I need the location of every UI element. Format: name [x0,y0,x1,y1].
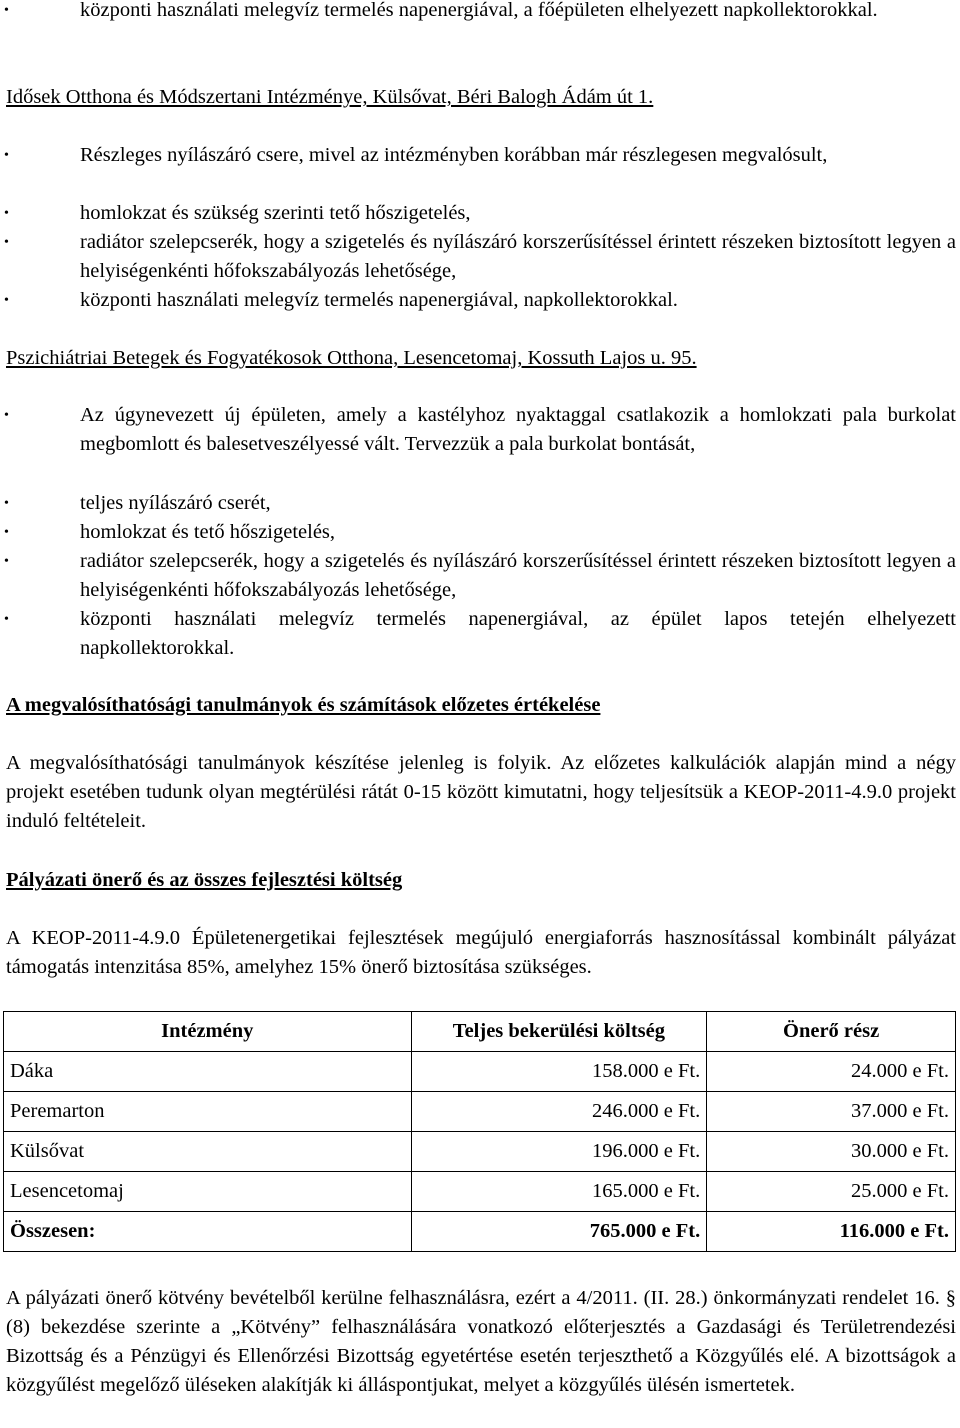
bullet-lesencetomaj-4: • radiátor szelepcserék, hogy a szigetelés és nyílászáró korszerűsítéssel érintett részeken biztosított legyen a helyiségenkénti hőfokszabályozás lehetősége, [80,547,956,605]
table-cell-institution: Külsővat [4,1132,412,1172]
table-cell-total-cost: 196.000 e Ft. [411,1132,707,1172]
table-header-total-cost: Teljes bekerülési költség [411,1012,707,1052]
table-header-institution: Intézmény [4,1012,412,1052]
table-cell-own-share: 25.000 e Ft. [707,1172,956,1212]
bullet-kulsovat-2: • homlokzat és szükség szerinti tető hőszigetelés, [80,199,956,228]
bullet-lesencetomaj-1: • Az úgynevezett új épületen, amely a kastélyhoz nyaktaggal csatlakozik a homlokzati pala burkolat megbomlott és balesetveszélyessé vált. Tervezzük a pala burkolat bontását, [80,401,956,459]
table-total-own-share: 116.000 e Ft. [707,1212,956,1252]
bullet-top-solar: • központi használati melegvíz termelés napenergiával, a főépületen elhelyezett napkollektorokkal. [80,0,956,25]
table-total-row [4,1212,956,1252]
table-header-row [4,1012,956,1052]
table-cell-total-cost: 165.000 e Ft. [411,1172,707,1212]
bullet-lesencetomaj-3: • homlokzat és tető hőszigetelés, [80,518,956,547]
table-cell-institution: Peremarton [4,1092,412,1132]
table-cell-institution: Lesencetomaj [4,1172,412,1212]
table-cell-institution: Dáka [4,1052,412,1092]
bullet-kulsovat-1: • Részleges nyílászáró csere, mivel az intézményben korábban már részlegesen megvalósult, [80,141,956,170]
table-header-own-share: Önerő rész [707,1012,956,1052]
table-cell-total-cost: 246.000 e Ft. [411,1092,707,1132]
table-cell-total-cost: 158.000 e Ft. [411,1052,707,1092]
table-row [4,1052,956,1092]
cost-table [3,1011,956,1252]
table-total-label: Összesen: [4,1212,412,1252]
paragraph-feasibility: A megvalósíthatósági tanulmányok készítése jelenleg is folyik. Az előzetes kalkulációk alapján mind a négy projekt esetében tudunk olyan megtérülési rátát 0-15 között kimutatni, hogy teljesítsük a KEOP-2011-4.9.0 projekt induló feltételeit. [6,752,956,832]
table-row [4,1172,956,1212]
paragraph-cost: A KEOP-2011-4.9.0 Épületenergetikai fejlesztések megújuló energiaforrás hasznosítással kombinált pályázat támogatás intenzitása 85%, amelyhez 15% önerő biztosítása szükséges. [6,927,956,978]
table-row [4,1132,956,1172]
table-cell-own-share: 37.000 e Ft. [707,1092,956,1132]
section-heading-lesencetomaj: Pszichiátriai Betegek és Fogyatékosok Otthona, Lesencetomaj, Kossuth Lajos u. 95. [6,347,697,369]
bullet-kulsovat-4: • központi használati melegvíz termelés napenergiával, napkollektorokkal. [80,286,956,315]
table-row [4,1092,956,1132]
section-heading-kulsovat: Idősek Otthona és Módszertani Intézménye, Külsővat, Béri Balogh Ádám út 1. [6,86,654,108]
section-heading-feasibility: A megvalósíthatósági tanulmányok és számítások előzetes értékelése [6,694,601,716]
paragraph-closing: A pályázati önerő kötvény bevételből kerülne felhasználásra, ezért a 4/2011. (II. 28.) önkormányzati rendelet 16. § (8) bekezdése szerinte a „Kötvény” felhasználására vonatkozó előterjesztés a Gazdasági és Területrendezési Bizottság és a Pénzügyi és Ellenőrzési Bizottság egyetértése esetén terjeszthető a Közgyűlés elé. A bizottságok a közgyűlést megelőző üléseken alakítják ki álláspontjukat, melyet a közgyűlés ülésén ismertetek. [6,1287,956,1396]
table-cell-own-share: 24.000 e Ft. [707,1052,956,1092]
bullet-kulsovat-3: • radiátor szelepcserék, hogy a szigetelés és nyílászáró korszerűsítéssel érintett részeken biztosított legyen a helyiségenkénti hőfokszabályozás lehetősége, [80,228,956,286]
table-total-cost: 765.000 e Ft. [411,1212,707,1252]
bullet-lesencetomaj-2: • teljes nyílászáró cserét, [80,489,956,518]
bullet-lesencetomaj-5: • központi használati melegvíz termelés napenergiával, az épület lapos tetején elhelyezett napkollektorokkal. [80,605,956,663]
section-heading-cost: Pályázati önerő és az összes fejlesztési költség [6,869,403,891]
table-cell-own-share: 30.000 e Ft. [707,1132,956,1172]
